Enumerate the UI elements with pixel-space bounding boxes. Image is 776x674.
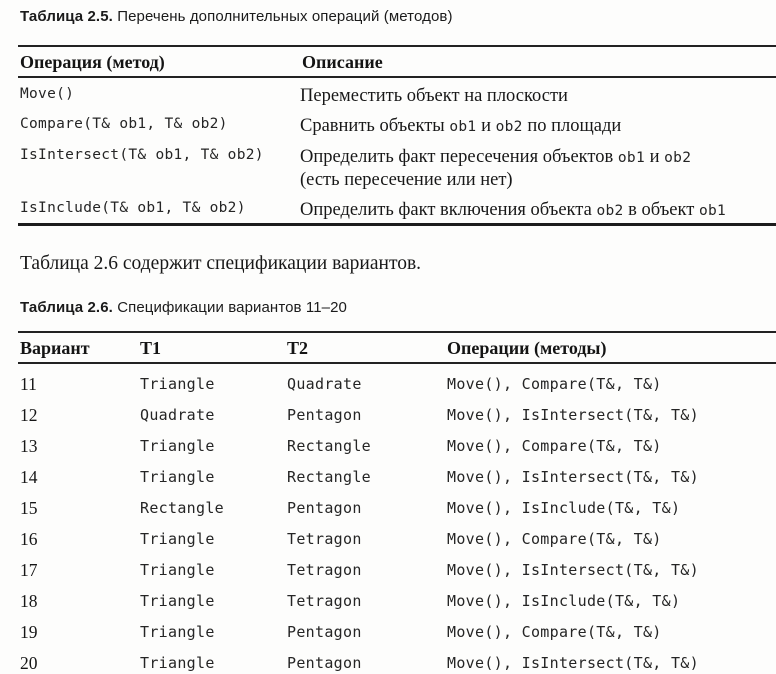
table26-body bbox=[18, 363, 776, 674]
description-cell: Переместить объект на плоскости bbox=[300, 86, 568, 106]
variant-cell: 15 bbox=[20, 498, 38, 518]
operations-cell: Move(), IsInclude(T&, T&) bbox=[447, 499, 681, 517]
table26-caption-label: Таблица 2.6. bbox=[20, 299, 113, 316]
t2-cell: Tetragon bbox=[287, 561, 362, 579]
table26-header-row bbox=[18, 332, 776, 363]
table-row bbox=[18, 488, 776, 519]
operation-cell: IsIntersect(T& ob1, T& ob2) bbox=[20, 147, 264, 163]
table25-header-row bbox=[18, 46, 776, 77]
t1-cell: Triangle bbox=[140, 375, 215, 393]
table-row bbox=[18, 426, 776, 457]
operation-cell: Move() bbox=[20, 86, 75, 102]
table26-col-t1: T1 bbox=[138, 332, 285, 363]
t1-cell: Quadrate bbox=[140, 406, 215, 424]
t2-cell: Rectangle bbox=[287, 468, 371, 486]
description-cell: Сравнить объекты ob1 и ob2 по площади bbox=[300, 116, 622, 136]
table25-caption-label: Таблица 2.5. bbox=[20, 8, 113, 25]
operation-cell: Compare(T& ob1, T& ob2) bbox=[20, 116, 228, 132]
t1-cell: Triangle bbox=[140, 654, 215, 672]
table-row bbox=[18, 139, 776, 192]
t2-cell: Pentagon bbox=[287, 654, 362, 672]
variant-cell: 12 bbox=[20, 405, 38, 425]
operations-cell: Move(), IsIntersect(T&, T&) bbox=[447, 561, 699, 579]
t2-cell: Tetragon bbox=[287, 592, 362, 610]
t2-cell: Pentagon bbox=[287, 406, 362, 424]
t1-cell: Triangle bbox=[140, 437, 215, 455]
variant-cell: 11 bbox=[20, 374, 37, 394]
operations-cell: Move(), Compare(T&, T&) bbox=[447, 623, 662, 641]
table25 bbox=[18, 45, 776, 226]
variant-cell: 17 bbox=[20, 560, 38, 580]
t1-cell: Rectangle bbox=[140, 499, 224, 517]
t2-cell: Tetragon bbox=[287, 530, 362, 548]
table26-caption-text: Спецификации вариантов 11–20 bbox=[112, 299, 347, 316]
table-row bbox=[18, 550, 776, 581]
table-row bbox=[18, 77, 776, 108]
t1-cell: Triangle bbox=[140, 561, 215, 579]
table25-col-operation: Операция (метод) bbox=[18, 46, 300, 77]
t2-cell: Pentagon bbox=[287, 499, 362, 517]
table-row bbox=[18, 643, 776, 674]
t1-cell: Triangle bbox=[140, 468, 215, 486]
operations-cell: Move(), Compare(T&, T&) bbox=[447, 530, 662, 548]
table-row bbox=[18, 457, 776, 488]
operations-cell: Move(), Compare(T&, T&) bbox=[447, 375, 662, 393]
table-row bbox=[18, 192, 776, 225]
operations-cell: Move(), IsIntersect(T&, T&) bbox=[447, 406, 699, 424]
operations-cell: Move(), IsIntersect(T&, T&) bbox=[447, 468, 699, 486]
variant-cell: 13 bbox=[20, 436, 38, 456]
variant-cell: 20 bbox=[20, 653, 38, 673]
operation-cell: IsInclude(T& ob1, T& ob2) bbox=[20, 200, 246, 216]
table25-col-description: Описание bbox=[300, 46, 776, 77]
t1-cell: Triangle bbox=[140, 530, 215, 548]
paragraph: Таблица 2.6 содержит спецификации вариантов. bbox=[20, 253, 422, 274]
t1-cell: Triangle bbox=[140, 623, 215, 641]
table-row bbox=[18, 108, 776, 139]
table-row bbox=[18, 363, 776, 395]
description-cell: Определить факт пересечения объектов ob1 и ob2 (есть пересечение или нет) bbox=[300, 147, 692, 190]
table26-col-operations: Операции (методы) bbox=[445, 332, 776, 363]
t1-cell: Triangle bbox=[140, 592, 215, 610]
t2-cell: Pentagon bbox=[287, 623, 362, 641]
table-row bbox=[18, 519, 776, 550]
variant-cell: 16 bbox=[20, 529, 38, 549]
table25-body bbox=[18, 77, 776, 225]
table-row bbox=[18, 612, 776, 643]
operations-cell: Move(), IsInclude(T&, T&) bbox=[447, 592, 681, 610]
table-row bbox=[18, 395, 776, 426]
table-row bbox=[18, 581, 776, 612]
table26-caption bbox=[20, 299, 776, 317]
table26-col-variant: Вариант bbox=[18, 332, 138, 363]
inline-code: ob2 bbox=[596, 203, 624, 219]
table26-col-t2: T2 bbox=[285, 332, 445, 363]
table25-caption bbox=[20, 8, 776, 26]
operations-cell: Move(), Compare(T&, T&) bbox=[447, 437, 662, 455]
variant-cell: 19 bbox=[20, 622, 38, 642]
inline-code: ob1 bbox=[698, 203, 727, 219]
table26 bbox=[18, 331, 776, 674]
inline-code: ob2 bbox=[495, 119, 523, 135]
t2-cell: Quadrate bbox=[287, 375, 362, 393]
operations-cell: Move(), IsIntersect(T&, T&) bbox=[447, 654, 699, 672]
table25-caption-text: Перечень дополнительных операций (методов) bbox=[112, 8, 453, 25]
description-cell: Определить факт включения объекта ob2 в объект ob1 bbox=[300, 200, 727, 220]
t2-cell: Rectangle bbox=[287, 437, 371, 455]
variant-cell: 14 bbox=[20, 467, 38, 487]
inline-code: ob2 bbox=[664, 150, 692, 166]
inline-code: ob1 bbox=[617, 150, 645, 166]
variant-cell: 18 bbox=[20, 591, 38, 611]
inline-code: ob1 bbox=[449, 119, 477, 135]
